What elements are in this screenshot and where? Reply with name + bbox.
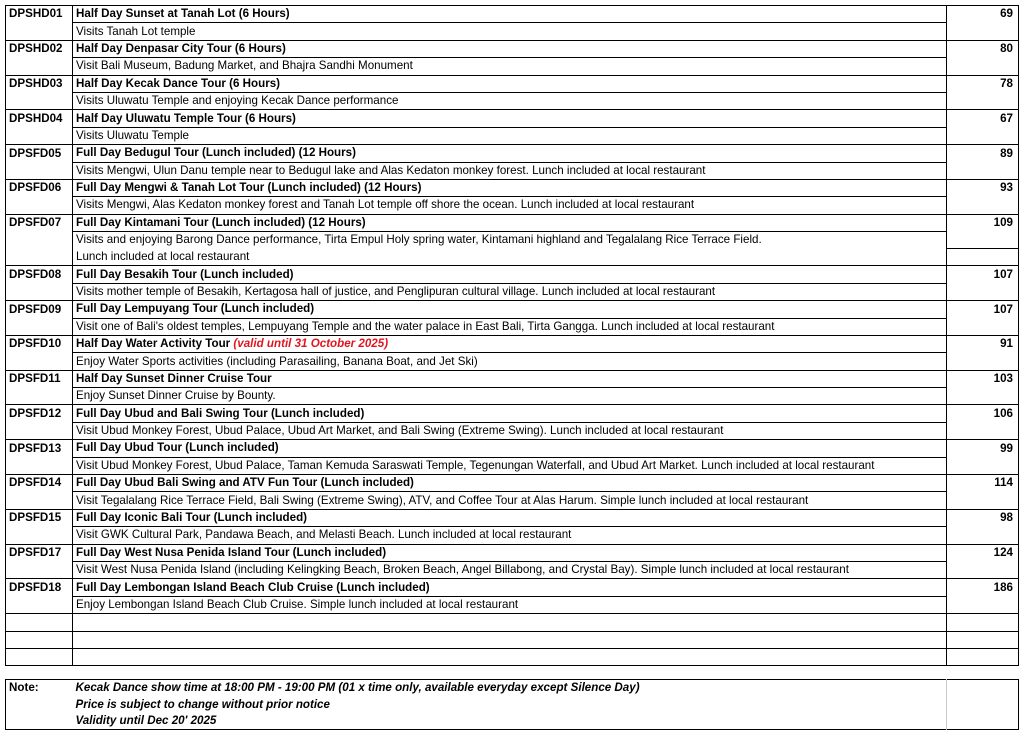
tour-row [6, 370, 1019, 387]
tour-description-row [6, 283, 1019, 300]
empty-cell [6, 58, 73, 75]
note-label: Note: [9, 681, 39, 695]
empty-cell [947, 318, 1019, 335]
empty-cell [6, 457, 73, 474]
empty-cell [947, 457, 1019, 474]
tour-price: 69 [947, 6, 1019, 23]
tour-description-row [6, 527, 1019, 544]
tour-price: 103 [947, 370, 1019, 387]
tour-price: 107 [947, 266, 1019, 283]
tour-code: DPSFD07 [6, 214, 73, 231]
tour-title-text: Full Day Bedugul Tour (Lunch included) (12 Hours) [76, 146, 356, 160]
tour-code: DPSFD12 [6, 405, 73, 422]
tour-description: Enjoy Sunset Dinner Cruise by Bounty. [73, 388, 947, 405]
tour-description: Enjoy Water Sports activities (including Parasailing, Banana Boat, and Jet Ski) [73, 353, 947, 370]
tour-code: DPSFD11 [6, 370, 73, 387]
tour-title-text: Half Day Kecak Dance Tour (6 Hours) [76, 76, 281, 90]
tour-description-row [6, 353, 1019, 370]
tour-description-row [6, 422, 1019, 439]
tour-title [73, 301, 947, 318]
tour-title-text: Full Day Mengwi & Tanah Lot Tour (Lunch included) (12 Hours) [76, 181, 422, 195]
note-line: Kecak Dance show time at 18:00 PM - 19:00 PM (01 x time only, available everyday except Silence Day) [75, 681, 640, 695]
tour-price: 80 [947, 40, 1019, 57]
empty-cell [6, 23, 73, 40]
tour-title [73, 335, 947, 352]
tour-price: 124 [947, 544, 1019, 561]
tour-price-table [5, 5, 1019, 666]
tour-price: 98 [947, 509, 1019, 526]
tour-description: Visit Tegalalang Rice Terrace Field, Bali Swing (Extreme Swing), ATV, and Coffee Tour at Alas Harum. Simple lunch included at local restaurant [73, 492, 947, 509]
empty-cell [6, 162, 73, 179]
empty-cell [6, 648, 73, 665]
empty-cell [6, 492, 73, 509]
tour-title-text: Full Day Ubud and Bali Swing Tour (Lunch included) [76, 406, 365, 420]
tour-description: Visits mother temple of Besakih, Kertagosa hall of justice, and Penglipuran cultural village. Lunch included at local restaurant [73, 283, 947, 300]
blank-row [6, 631, 1019, 648]
empty-cell [947, 23, 1019, 40]
tour-description-row [6, 92, 1019, 109]
tour-description: Visits Tanah Lot temple [73, 23, 947, 40]
tour-description: Visits Uluwatu Temple [73, 127, 947, 144]
empty-cell [947, 127, 1019, 144]
tour-price: 89 [947, 145, 1019, 162]
tour-title [73, 145, 947, 162]
empty-cell [947, 596, 1019, 613]
tour-title-text: Full Day West Nusa Penida Island Tour (Lunch included) [76, 545, 387, 559]
blank-row [6, 614, 1019, 631]
tour-code: DPSHD02 [6, 40, 73, 57]
empty-cell [947, 232, 1019, 249]
tour-title-text: Full Day Ubud Tour (Lunch included) [76, 441, 279, 455]
tour-title-text: Full Day Ubud Bali Swing and ATV Fun Tour (Lunch included) [76, 476, 414, 490]
tour-description: Visit one of Bali's oldest temples, Lempuyang Temple and the water palace in East Bali, Tirta Gangga. Lunch included at local restaurant [73, 318, 947, 335]
tour-price: 106 [947, 405, 1019, 422]
tour-row [6, 266, 1019, 283]
empty-cell [947, 197, 1019, 214]
empty-cell [947, 92, 1019, 109]
tour-title-text: Full Day Lempuyang Tour (Lunch included) [76, 302, 315, 316]
tour-price: 186 [947, 579, 1019, 596]
tour-title-text: Half Day Sunset Dinner Cruise Tour [76, 371, 272, 385]
tour-title [73, 179, 947, 196]
tour-row [6, 301, 1019, 318]
empty-cell [947, 527, 1019, 544]
tour-title-text: Half Day Water Activity Tour [76, 337, 231, 351]
tour-code: DPSFD08 [6, 266, 73, 283]
empty-cell [6, 248, 73, 265]
tour-code: DPSHD03 [6, 75, 73, 92]
empty-cell [947, 58, 1019, 75]
tour-price: 91 [947, 335, 1019, 352]
tour-description: Visit Ubud Monkey Forest, Ubud Palace, Ubud Art Market, and Bali Swing (Extreme Swing). Lunch included at local restaurant [73, 422, 947, 439]
tour-description-row [6, 388, 1019, 405]
tour-title [73, 6, 947, 23]
empty-cell [6, 388, 73, 405]
empty-cell [73, 614, 947, 631]
tour-description-row [6, 232, 1019, 249]
tour-title [73, 509, 947, 526]
empty-cell [6, 562, 73, 579]
tour-description-row [6, 562, 1019, 579]
note-line: Price is subject to change without prior notice [75, 697, 330, 711]
empty-cell [6, 283, 73, 300]
empty-cell [6, 232, 73, 249]
tour-code: DPSFD14 [6, 475, 73, 492]
tour-description-row [6, 58, 1019, 75]
tour-description-row [6, 162, 1019, 179]
empty-cell [6, 318, 73, 335]
tour-row [6, 75, 1019, 92]
empty-cell [6, 92, 73, 109]
tour-description: Visit GWK Cultural Park, Pandawa Beach, and Melasti Beach. Lunch included at local restaurant [73, 527, 947, 544]
tour-price: 114 [947, 475, 1019, 492]
tour-row [6, 544, 1019, 561]
tour-code: DPSFD09 [6, 301, 73, 318]
tour-row [6, 214, 1019, 231]
tour-title-text: Half Day Sunset at Tanah Lot (6 Hours) [76, 7, 290, 21]
tour-code: DPSHD04 [6, 110, 73, 127]
tour-description-row [6, 457, 1019, 474]
tour-row [6, 509, 1019, 526]
tour-row [6, 145, 1019, 162]
tour-code: DPSFD06 [6, 179, 73, 196]
tour-description-row [6, 23, 1019, 40]
empty-cell [947, 648, 1019, 665]
empty-cell [947, 562, 1019, 579]
empty-cell [6, 596, 73, 613]
empty-cell [947, 631, 1019, 648]
tour-description: Enjoy Lembongan Island Beach Club Cruise. Simple lunch included at local restaurant [73, 596, 947, 613]
empty-cell [6, 614, 73, 631]
empty-cell [6, 422, 73, 439]
empty-cell [6, 197, 73, 214]
tour-row [6, 6, 1019, 23]
blank-row [6, 648, 1019, 665]
tour-description: Visits Mengwi, Alas Kedaton monkey forest and Tanah Lot temple off shore the ocean. Lunch included at local restaurant [73, 197, 947, 214]
tour-code: DPSFD13 [6, 440, 73, 457]
tour-title-text: Full Day Iconic Bali Tour (Lunch included) [76, 511, 308, 525]
tour-description-row [6, 318, 1019, 335]
tour-title [73, 579, 947, 596]
tour-title-text: Full Day Kintamani Tour (Lunch included) (12 Hours) [76, 215, 366, 229]
tour-code: DPSFD17 [6, 544, 73, 561]
tour-description-row [6, 596, 1019, 613]
tour-row [6, 110, 1019, 127]
tour-title [73, 405, 947, 422]
empty-cell [947, 388, 1019, 405]
validity-note: (valid until 31 October 2025) [233, 337, 389, 351]
tour-description-row [6, 197, 1019, 214]
tour-description: Visits Uluwatu Temple and enjoying Kecak Dance performance [73, 92, 947, 109]
tour-description-row [6, 248, 1019, 265]
notes-section [5, 679, 1019, 730]
empty-cell [6, 631, 73, 648]
tour-title [73, 75, 947, 92]
empty-cell [947, 422, 1019, 439]
tour-title [73, 40, 947, 57]
empty-cell [947, 162, 1019, 179]
tour-description: Visit Bali Museum, Badung Market, and Bhajra Sandhi Monument [73, 58, 947, 75]
empty-cell [947, 353, 1019, 370]
tour-price: 99 [947, 440, 1019, 457]
note-line: Validity until Dec 20' 2025 [75, 713, 217, 727]
tour-title-text: Full Day Besakih Tour (Lunch included) [76, 267, 294, 281]
tour-description: Visits Mengwi, Ulun Danu temple near to Bedugul lake and Alas Kedaton monkey forest. Lunch included at local restaurant [73, 162, 947, 179]
tour-price: 67 [947, 110, 1019, 127]
tour-title [73, 544, 947, 561]
tour-title [73, 370, 947, 387]
tour-title [73, 475, 947, 492]
tour-description: Lunch included at local restaurant [73, 248, 947, 265]
tour-price: 109 [947, 214, 1019, 231]
empty-cell [947, 248, 1019, 265]
tour-description: Visit Ubud Monkey Forest, Ubud Palace, Taman Kemuda Saraswati Temple, Tegenungan Waterfall, and Ubud Art Market. Lunch included at local restaurant [73, 457, 947, 474]
tour-title [73, 266, 947, 283]
tour-description: Visits and enjoying Barong Dance performance, Tirta Empul Holy spring water, Kintamani highland and Tegalalang Rice Terrace Field. [73, 232, 947, 249]
empty-cell [947, 283, 1019, 300]
empty-cell [947, 492, 1019, 509]
tour-row [6, 579, 1019, 596]
tour-title [73, 110, 947, 127]
tour-row [6, 179, 1019, 196]
tour-description-row [6, 127, 1019, 144]
tour-title-text: Half Day Denpasar City Tour (6 Hours) [76, 41, 286, 55]
tour-description-row [6, 492, 1019, 509]
empty-cell [6, 527, 73, 544]
tour-code: DPSFD05 [6, 145, 73, 162]
tour-price: 93 [947, 179, 1019, 196]
tour-title [73, 440, 947, 457]
tour-code: DPSFD18 [6, 579, 73, 596]
tour-code: DPSFD10 [6, 335, 73, 352]
tour-title [73, 214, 947, 231]
tour-row [6, 335, 1019, 352]
empty-cell [947, 614, 1019, 631]
tour-code: DPSFD15 [6, 509, 73, 526]
tour-price: 78 [947, 75, 1019, 92]
tour-row [6, 475, 1019, 492]
tour-description: Visit West Nusa Penida Island (including Kelingking Beach, Broken Beach, Angel Billabong, and Crystal Bay). Simple lunch included at local restaurant [73, 562, 947, 579]
empty-cell [73, 648, 947, 665]
tour-title-text: Full Day Lembongan Island Beach Club Cruise (Lunch included) [76, 580, 430, 594]
tour-row [6, 40, 1019, 57]
tour-price: 107 [947, 301, 1019, 318]
empty-cell [73, 631, 947, 648]
tour-code: DPSHD01 [6, 6, 73, 23]
tour-title-text: Half Day Uluwatu Temple Tour (6 Hours) [76, 111, 296, 125]
empty-cell [6, 353, 73, 370]
tour-row [6, 405, 1019, 422]
empty-cell [6, 127, 73, 144]
tour-row [6, 440, 1019, 457]
